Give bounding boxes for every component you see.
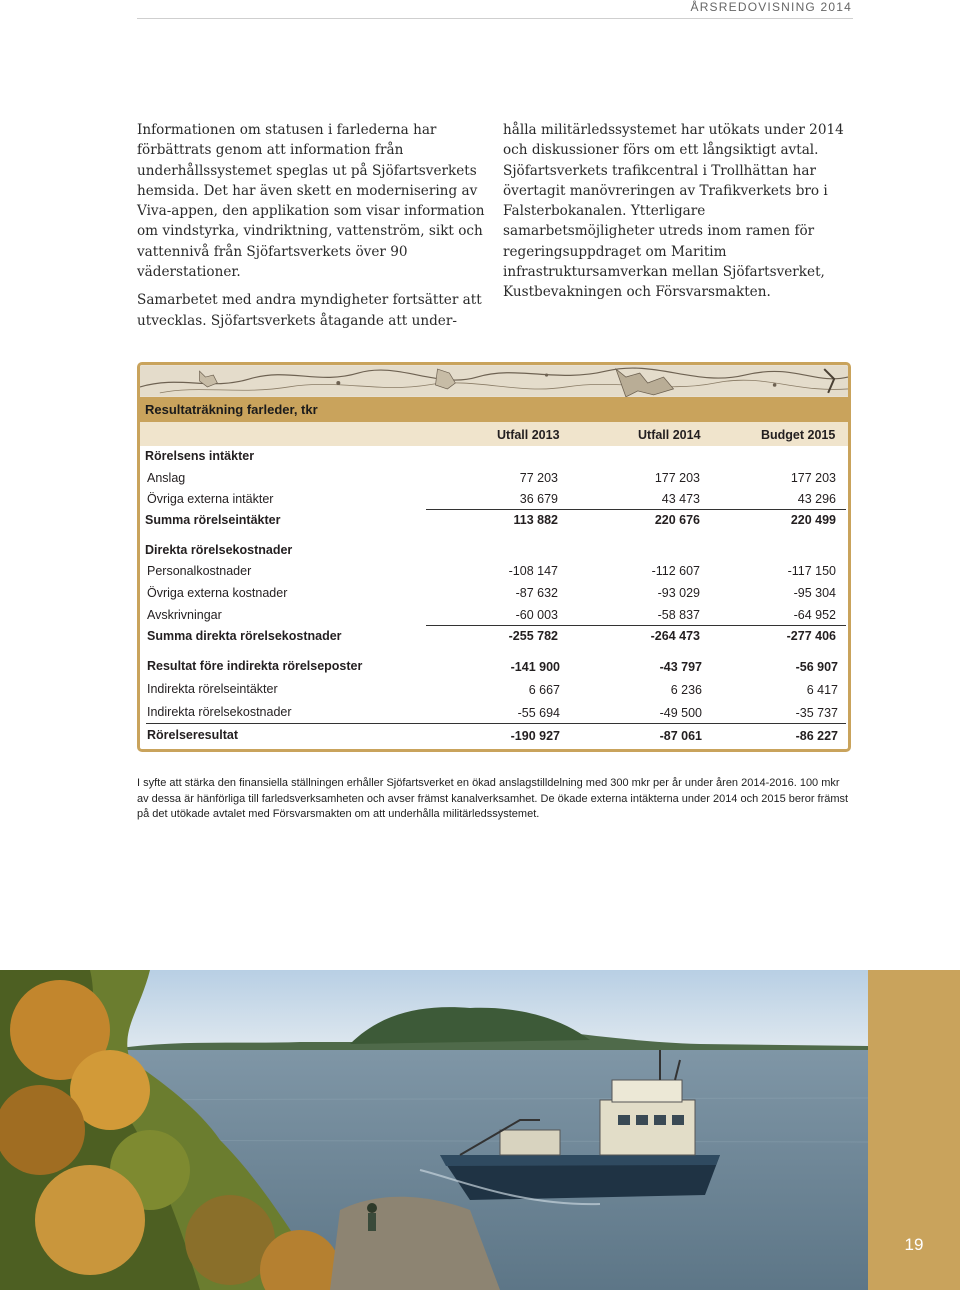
cell-value: -49 500 [659,706,702,720]
footnote: I syfte att stärka den finansiella ställningen erhåller Sjöfartsverket en ökad anslagstilldelning med 300 mkr per år under åren 2014-2016. 100 mkr av dessa är hänförliga till farledsverksamheten och avser främst kanalverksamhet. De ökade externa intäkterna under 2014 och 2015 beror främst på det utökade avtalet med Försvarsmakten om att underhålla militärledssystemet. [137,777,849,820]
cell-value: 177 203 [790,471,836,485]
cell-value: -264 473 [650,629,700,643]
row-label: Summa rörelseintäkter [145,513,281,527]
cell-value: -141 900 [510,660,560,674]
cell-value: -86 227 [795,729,838,743]
row-label: Personalkostnader [147,564,252,578]
cell-value: 6 236 [670,683,702,697]
section-heading-costs: Direkta rörelsekostnader [145,543,293,557]
cell-value: -93 029 [657,586,700,600]
column-header-row [140,422,848,446]
cell-value: -87 061 [659,729,702,743]
running-head-label: ÅRSREDOVISNING 2014 [690,0,852,14]
cell-value: -58 837 [657,608,700,622]
column-header-budget-2015: Budget 2015 [761,428,836,442]
cell-value: -117 150 [787,564,836,578]
cell-value: -56 907 [795,660,838,674]
cell-value: 43 296 [797,492,836,506]
row-label: Rörelseresultat [147,728,239,742]
cell-value: 6 667 [528,683,560,697]
cell-value: -277 406 [786,629,836,643]
row-label: Övriga externa kostnader [147,586,288,600]
cell-value: 220 676 [654,513,700,527]
row-label: Avskrivningar [147,608,222,622]
photo-archipelago-boat [0,970,868,1290]
running-head [0,0,960,24]
cell-value: 113 882 [513,513,558,527]
cell-value: -95 304 [793,586,836,600]
cell-value: -60 003 [515,608,558,622]
column-header-2014: Utfall 2014 [638,428,701,442]
old-map-banner [140,365,848,397]
cell-value: 6 417 [806,683,838,697]
sum-rule [426,509,846,510]
column-header-2013: Utfall 2013 [497,428,560,442]
right-text-column [503,120,853,311]
row-label: Anslag [147,471,186,485]
cell-value: -64 952 [793,608,836,622]
cell-value: -112 607 [651,564,700,578]
paragraph: Samarbetet med andra myndigheter fortsätter att utvecklas. Sjöfartsverkets åtagande att under- [137,292,482,329]
row-label: Indirekta rörelseintäkter [147,682,278,696]
cell-value: -35 737 [795,706,838,720]
paragraph: hålla militärledssystemet har utökats under 2014 och diskussioner förs om ett långsiktigt avtal. Sjöfartsverkets trafikcentral i Trollhättan har övertagit manövreringen av Trafikverkets bro i Falsterbokanalen. Ytterligare samarbetsmöjligheter utreds inom ramen för regeringsuppdraget om Maritim infrastruktursamverkan mellan Sjöfartsverket, Kustbevakningen och Försvarsmakten. [503,122,844,301]
table-title: Resultaträkning farleder, tkr [145,402,318,417]
cell-value: 43 473 [661,492,700,506]
page-number: 19 [904,1235,924,1254]
row-label: Indirekta rörelsekostnader [147,705,292,719]
section-heading-income: Rörelsens intäkter [145,449,255,463]
cell-value: -190 927 [510,729,560,743]
cell-value: -108 147 [508,564,558,578]
cell-value: 220 499 [790,513,836,527]
income-statement-table [137,362,851,752]
header-rule [137,18,853,19]
cell-value: -87 632 [515,586,558,600]
row-label: Resultat före indirekta rörelseposter [147,659,363,673]
table-title-bar [140,397,848,422]
cell-value: 177 203 [654,471,700,485]
cell-value: 36 679 [519,492,558,506]
cell-value: -43 797 [659,660,702,674]
row-label: Summa direkta rörelsekostnader [147,629,342,643]
cell-value: -55 694 [517,706,560,720]
sum-rule [426,625,846,626]
cell-value: 77 203 [519,471,558,485]
result-rule [146,723,846,724]
row-label: Övriga externa intäkter [147,492,274,506]
left-text-column [137,120,487,339]
paragraph: Informationen om statusen i farlederna har förbättrats genom att information från underhållssystemet speglas ut på Sjöfartsverkets hemsida. Det har även skett en modernisering av Viva-appen, den applikation som visar information om vindstyrka, vindriktning, vattenström, sikt och vattennivå från Sjöfartsverkets över 90 väderstationer. [137,122,485,281]
cell-value: -255 782 [508,629,558,643]
